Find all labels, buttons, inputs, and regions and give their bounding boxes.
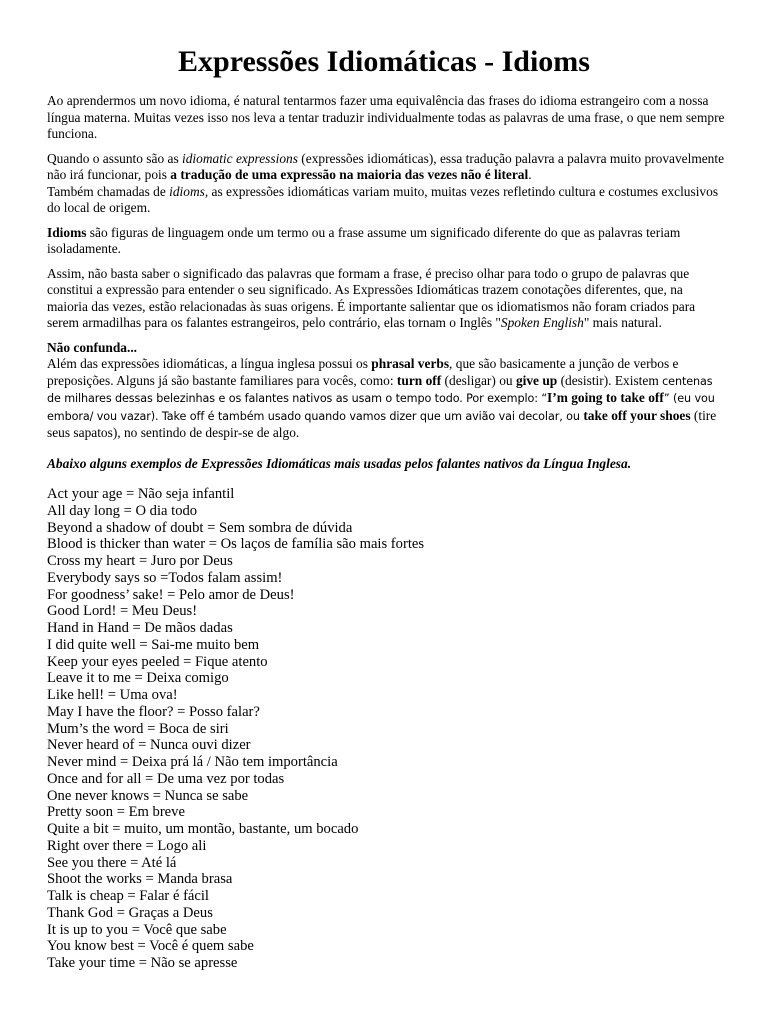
list-item: I did quite well = Sai-me muito bem (47, 636, 260, 653)
list-item: Cross my heart = Juro por Deus (47, 553, 233, 569)
list-item: Act your age = Não seja infantil (47, 486, 235, 502)
list-item: Keep your eyes peeled = Fique atento (47, 653, 268, 670)
list-item: Beyond a shadow of doubt = Sem sombra de dúvida (47, 519, 353, 536)
list-item: Blood is thicker than water = Os laços de família são mais fortes (47, 536, 425, 553)
list-item: Leave it to me = Deixa comigo (47, 670, 229, 687)
list-item: Quite a bit = muito, um montão, bastante, um bocado (47, 821, 359, 837)
examples-heading: Abaixo alguns exemplos de Expressões Idiomáticas mais usadas pelos falantes nativos da Língua Inglesa. (47, 455, 632, 471)
idiom-list (47, 486, 727, 972)
list-item: For goodness’ sake! = Pelo amor de Deus! (47, 586, 295, 603)
list-item: May I have the floor? = Posso falar? (47, 703, 260, 720)
list-item: Pretty soon = Em breve (47, 804, 185, 821)
paragraph-idiomatic-expressions: Quando o assunto são as idiomatic expressions (expressões idiomáticas), essa tradução palavra a palavra muito provavelmente não irá funcionar, pois a tradução de uma expressão na maioria das vezes não é literal. (47, 150, 725, 182)
list-item: Like hell! = Uma ova! (47, 687, 178, 703)
list-item: See you there = Até lá (47, 854, 177, 871)
paragraph-idioms-definition: Idioms são figuras de linguagem onde um termo ou a frase assume um significado diferente do que as palavras teriam isoladamente. (47, 224, 681, 256)
heading-nao-confunda: Não confunda... (47, 339, 138, 355)
list-item: Never heard of = Nunca ouvi dizer (47, 737, 251, 754)
list-item: Right over there = Logo ali (47, 837, 207, 854)
list-item: Once and for all = De uma vez por todas (47, 770, 285, 787)
list-item: Good Lord! = Meu Deus! (47, 603, 198, 620)
list-item: Mum’s the word = Boca de siri (47, 720, 229, 737)
list-item: Never mind = Deixa prá lá / Não tem importância (47, 754, 338, 770)
page-title: Expressões Idiomáticas - Idioms (178, 45, 590, 78)
list-item: Everybody says so =Todos falam assim! (47, 569, 283, 586)
document-body (47, 93, 727, 480)
list-item: Thank God = Graças a Deus (47, 904, 213, 921)
list-item: One never knows = Nunca se sabe (47, 787, 249, 804)
paragraph-phrasal-verbs: Não confunda... Além das expressões idiomáticas, a língua inglesa possui os phrasal verbs, que são basicamente a junção de verbos e preposições. Alguns já são bastante familiares para vocês, como: turn off (desligar) ou give up (desistir). Existem centenas de milhares dessas belezinhas e os falantes nativos as usam o tempo todo. Por exemplo: “I’m going to take off” (eu vou embora/ vou vazar). Take off é também usado quando vamos dizer que um avião vai decolar, ou take off your shoes (tire seus sapatos), no sentindo de despir-se de algo. (47, 339, 717, 440)
list-item: You know best = Você é quem sabe (47, 938, 254, 955)
list-item: Shoot the works = Manda brasa (47, 871, 233, 888)
paragraph-meaning: Assim, não basta saber o significado das palavras que formam a frase, é preciso olhar para todo o grupo de palavras que constitui a expressão para entender o seu significado. As Expressões Idiomáticas trazem conotações diferentes, que, na maioria das vezes, estão relacionadas às suas origens. É importante salientar que os idiomatismos não foram criados para serem armadilhas para os falantes estrangeiros, pelo contrário, elas tornam o Inglês "Spoken English" mais natural. (47, 265, 696, 330)
list-item: Hand in Hand = De mãos dadas (47, 620, 233, 636)
paragraph-also-called: Também chamadas de idioms, as expressões idiomáticas variam muito, muitas vezes refletindo cultura e costumes exclusivos do local de origem. (47, 183, 719, 215)
paragraph-intro: Ao aprendermos um novo idioma, é natural tentarmos fazer uma equivalência das frases do idioma estrangeiro com a nossa língua materna. Muitas vezes isso nos leva a tentar traduzir individualmente todas as palavras de uma frase, o que nem sempre funciona. (47, 93, 725, 141)
list-item: Talk is cheap = Falar é fácil (47, 888, 209, 904)
list-item: It is up to you = Você que sabe (47, 921, 227, 938)
list-item: All day long = O dia todo (47, 502, 198, 519)
list-item: Take your time = Não se apresse (47, 955, 238, 971)
